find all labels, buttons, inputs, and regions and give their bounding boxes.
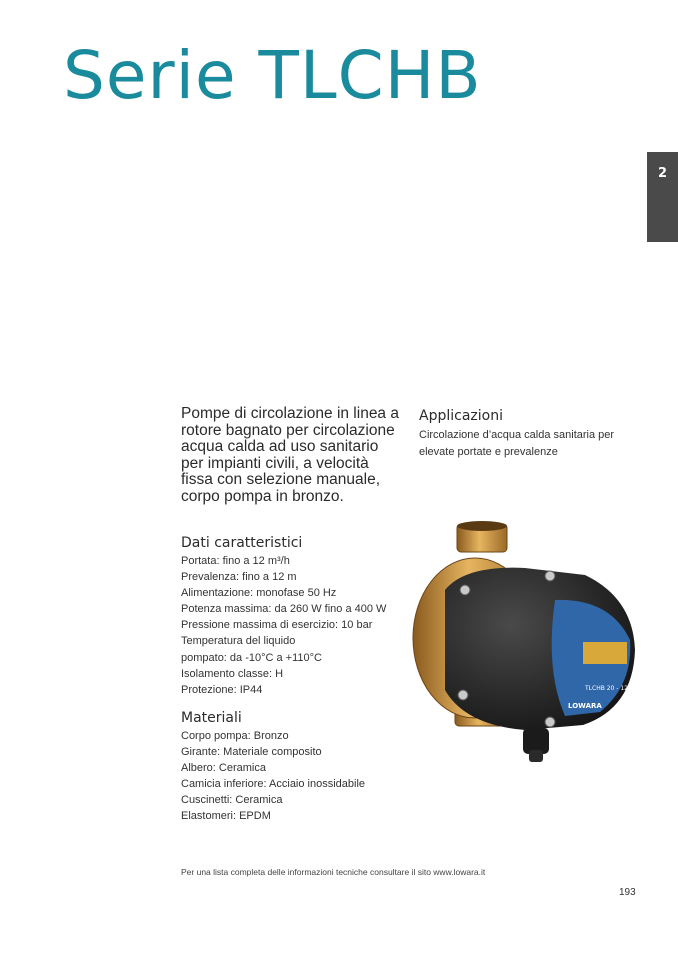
applicazioni-text: Circolazione d’acqua calda sanitaria per elevate portate e prevalenze [419, 429, 615, 458]
materiali-list [181, 728, 365, 825]
list-item: Albero: Ceramica [181, 762, 266, 775]
footnote: Per una lista completa delle informazioni tecniche consultare il sito www.lowara.it [181, 867, 486, 877]
list-item: Protezione: IP44 [181, 683, 263, 696]
materiali-heading: Materiali [181, 710, 242, 726]
intro-paragraph: Pompe di circolazione in linea a rotore bagnato per circolazione acqua calda ad uso sanitario per impianti civili, a velocità fissa con selezione manuale, corpo pompa in bronzo. [181, 405, 399, 505]
pump-product-image [405, 520, 650, 765]
page-number: 193 [619, 887, 636, 898]
dati-caratteristici-list [181, 553, 386, 698]
list-item: pompato: da -10°C a +110°C [181, 651, 322, 664]
list-item: Corpo pompa: Bronzo [181, 730, 289, 742]
list-item: Alimentazione: monofase 50 Hz [181, 587, 337, 600]
list-item: Potenza massima: da 260 W fino a 400 W [181, 603, 387, 616]
list-item: Cuscinetti: Ceramica [181, 794, 283, 807]
dati-caratteristici-heading: Dati caratteristici [181, 535, 303, 551]
list-item: Pressione massima di esercizio: 10 bar [181, 619, 373, 632]
list-item: Portata: fino a 12 m³/h [181, 555, 290, 567]
lowara-logo: LOWARA [568, 702, 602, 710]
applicazioni-heading: Applicazioni [419, 408, 503, 424]
list-item: Prevalenza: fino a 12 m [181, 571, 297, 584]
model-label: TLCHB 20 - 12L [585, 685, 632, 692]
chapter-tab [647, 152, 678, 242]
list-item: Temperatura del liquido [181, 635, 296, 648]
chapter-tab-number: 2 [657, 166, 668, 181]
list-item: Isolamento classe: H [181, 667, 284, 680]
list-item: Camicia inferiore: Acciaio inossidabile [181, 778, 366, 791]
list-item: Elastomeri: EPDM [181, 810, 271, 823]
page-title: Serie TLCHB [63, 37, 482, 114]
list-item: Girante: Materiale composito [181, 746, 322, 759]
